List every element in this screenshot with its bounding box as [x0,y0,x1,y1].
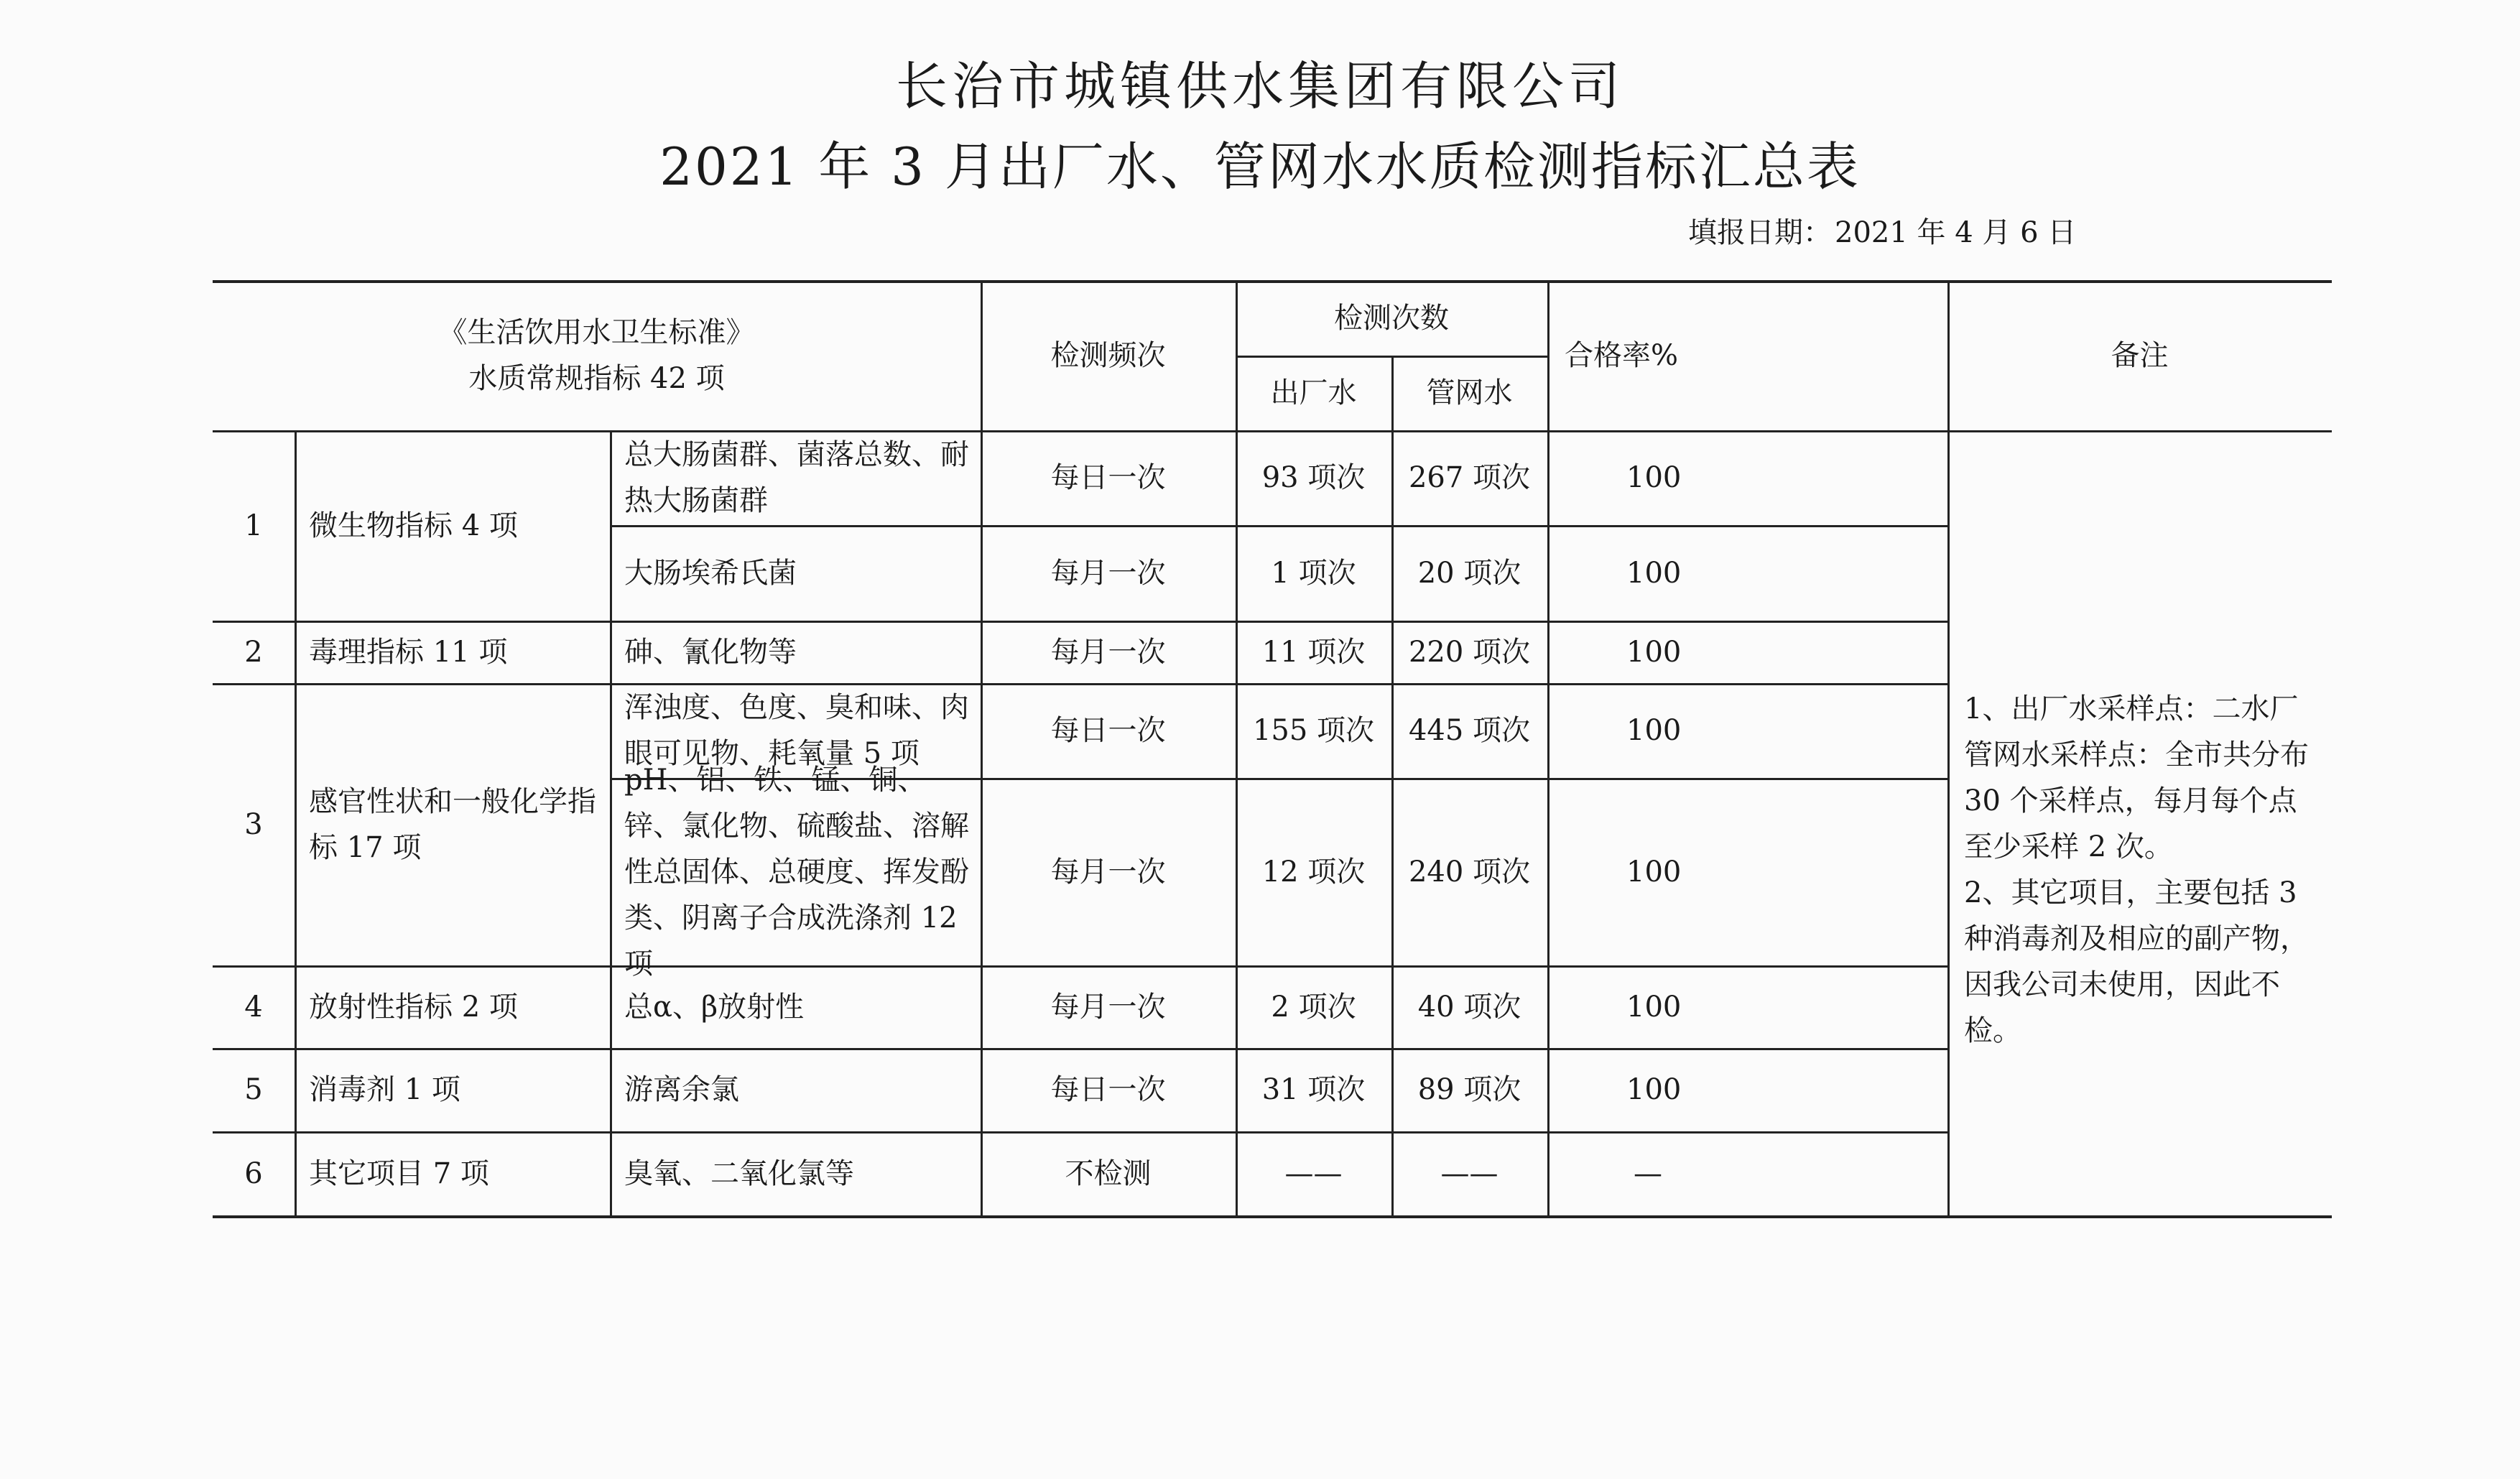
row-pass-rate [1547,430,1947,525]
row-frequency [981,525,1236,621]
row-item [610,965,981,1048]
row-number-text: 6 [244,1156,263,1190]
row-plant-count-text: 155 项次 [1252,714,1375,747]
header-remarks [1947,280,2332,430]
row-category-text: 放射性指标 2 项 [309,990,518,1024]
row-network-count [1391,1048,1547,1131]
summary-table [213,280,2332,1220]
row-frequency [981,778,1236,965]
row-frequency-text: 每月一次 [1050,990,1166,1024]
fill-date [1688,213,2076,253]
table-bottom-border [213,1215,2332,1218]
header-frequency-label: 检测频次 [1050,338,1166,372]
row-frequency [981,1131,1236,1215]
row-item [610,621,981,683]
row-pass-rate [1547,965,1947,1048]
header-pass-rate [1547,280,1947,430]
row-item-text: 总大肠菌群、菌落总数、耐热大肠菌群 [624,438,969,517]
row-network-count-text: 40 项次 [1417,990,1521,1024]
header-frequency [981,280,1236,430]
row-frequency [981,1048,1236,1131]
row-pass-rate-text: 100 [1626,855,1682,889]
row-number-text: 4 [244,990,263,1024]
row-plant-count-text: 2 项次 [1271,990,1356,1024]
row-category [295,430,610,621]
row-network-count [1391,1131,1547,1215]
row-category-text: 其它项目 7 项 [309,1156,489,1190]
row-pass-rate-text: 100 [1626,461,1682,494]
row-item [610,525,981,621]
row-category-text: 消毒剂 1 项 [309,1073,460,1106]
row-item-text: 大肠埃希氏菌 [624,556,797,590]
row-network-count-text: 240 项次 [1408,855,1531,889]
header-plant-water [1236,356,1391,430]
row-frequency-text: 每日一次 [1050,461,1166,494]
fill-date-label: 填报日期： [1688,216,1832,249]
row-frequency-text: 每日一次 [1050,1073,1166,1106]
row-network-count-text: 220 项次 [1408,635,1531,669]
row-pass-rate [1547,1131,1947,1215]
row-network-count [1406,778,1533,965]
row-item [610,1131,981,1215]
row-category [295,683,610,965]
header-standard-line1: 《生活饮用水卫生标准》 [438,315,755,349]
row-category [295,1131,610,1215]
header-pass-rate-label: 合格率% [1565,338,1679,372]
report-title: 2021 年 3 月出厂水、管网水水质检测指标汇总表 [659,136,1861,197]
remark-line-2: 管网水采样点：全市共分布 30 个采样点，每月每个点至少采样 2 次。 [1964,738,2309,863]
row-pass-rate [1547,778,1947,965]
row-item-text: 总α、β放射性 [624,990,805,1024]
row-number [213,1131,295,1215]
header-network-water-label: 管网水 [1426,376,1513,409]
row-pass-rate-text: 100 [1626,556,1682,590]
row-category [295,965,610,1048]
row-plant-count [1236,683,1391,778]
row-plant-count [1236,430,1391,525]
row-item-text: pH、铝、铁、锰、铜、锌、氯化物、硫酸盐、溶解性总固体、总硬度、挥发酚类、阴离子合成洗涤剂 12 项 [624,763,969,980]
row-network-count [1391,430,1547,525]
row-plant-count [1236,1131,1391,1215]
row-pass-rate [1547,683,1947,778]
header-plant-water-label: 出厂水 [1270,376,1357,409]
row-number-text: 5 [244,1073,263,1106]
row-item-text: 臭氧、二氧化氯等 [624,1156,854,1190]
header-count-group [1236,280,1547,356]
row-frequency [981,430,1236,525]
header-count-group-label: 检测次数 [1334,301,1449,335]
row-network-count-text: 89 项次 [1417,1073,1521,1106]
row-number [213,430,295,621]
row-pass-rate-text: 100 [1626,990,1682,1024]
row-plant-count-text: 31 项次 [1261,1073,1366,1106]
row-plant-count-text: 12 项次 [1261,855,1366,889]
row-number-text: 1 [244,509,263,542]
row-frequency-text: 每月一次 [1050,635,1166,669]
row-item-text: 游离余氯 [624,1073,739,1106]
row-number-text: 3 [244,807,263,841]
row-category-text: 微生物指标 4 项 [309,509,518,542]
row-network-count [1391,965,1547,1048]
row-pass-rate-text: — [1634,1156,1662,1190]
row-pass-rate-text: 100 [1626,1073,1682,1106]
remark-line-3: 2、其它项目，主要包括 3 种消毒剂及相应的副产物，因我公司未使用，因此不检。 [1964,876,2309,1047]
row-network-count [1391,621,1547,683]
row-category [295,621,610,683]
row-pass-rate-text: 100 [1626,635,1682,669]
row-frequency-text: 每月一次 [1050,556,1166,590]
row-network-count-text: 20 项次 [1417,556,1521,590]
row-plant-count-text: 11 项次 [1261,635,1366,669]
row-plant-count-text: 1 项次 [1271,556,1356,590]
row-plant-count [1236,621,1391,683]
row-category [295,1048,610,1131]
row-frequency [981,965,1236,1048]
company-title: 长治市城镇供水集团有限公司 [895,56,1624,116]
row-number-text: 2 [244,635,263,669]
header-standard [213,280,981,430]
fill-date-value: 2021 年 4 月 6 日 [1835,216,2077,249]
remark-line-1: 1、出厂水采样点：二水厂 [1964,692,2299,725]
row-pass-rate [1547,1048,1947,1131]
row-pass-rate [1547,621,1947,683]
row-network-count [1391,683,1547,778]
row-network-count [1391,525,1547,621]
row-plant-count [1236,1048,1391,1131]
row-plant-count [1236,965,1391,1048]
row-pass-rate-text: 100 [1626,714,1682,747]
row-plant-count [1250,778,1377,965]
row-network-count-text: 267 项次 [1408,461,1531,494]
row-frequency [981,683,1236,778]
row-frequency-text: 每月一次 [1050,855,1166,889]
remarks-text [1964,686,2320,1054]
row-item [610,1048,981,1131]
row-item [610,763,981,980]
row-number [213,1048,295,1131]
row-number [213,621,295,683]
row-plant-count-text: —— [1284,1156,1343,1190]
row-category-text: 感官性状和一般化学指标 17 项 [309,784,596,864]
row-number [213,965,295,1048]
row-plant-count-text: 93 项次 [1261,461,1366,494]
row-network-count-text: 445 项次 [1408,714,1531,747]
row-frequency [981,621,1236,683]
header-standard-line2: 水质常规指标 42 项 [468,361,725,395]
row-plant-count [1236,525,1391,621]
row-network-count-text: —— [1440,1156,1498,1190]
row-frequency-text: 不检测 [1065,1156,1152,1190]
row-item-text: 浑浊度、色度、臭和味、肉眼可见物、耗氧量 5 项 [624,691,969,770]
header-remarks-label: 备注 [2111,338,2169,372]
header-network-water [1391,356,1547,430]
row-item-text: 砷、氰化物等 [624,635,797,669]
row-item [610,430,981,525]
row-frequency-text: 每日一次 [1050,714,1166,747]
row-category-text: 毒理指标 11 项 [309,635,508,669]
row-pass-rate [1547,525,1947,621]
row-number [213,683,295,965]
